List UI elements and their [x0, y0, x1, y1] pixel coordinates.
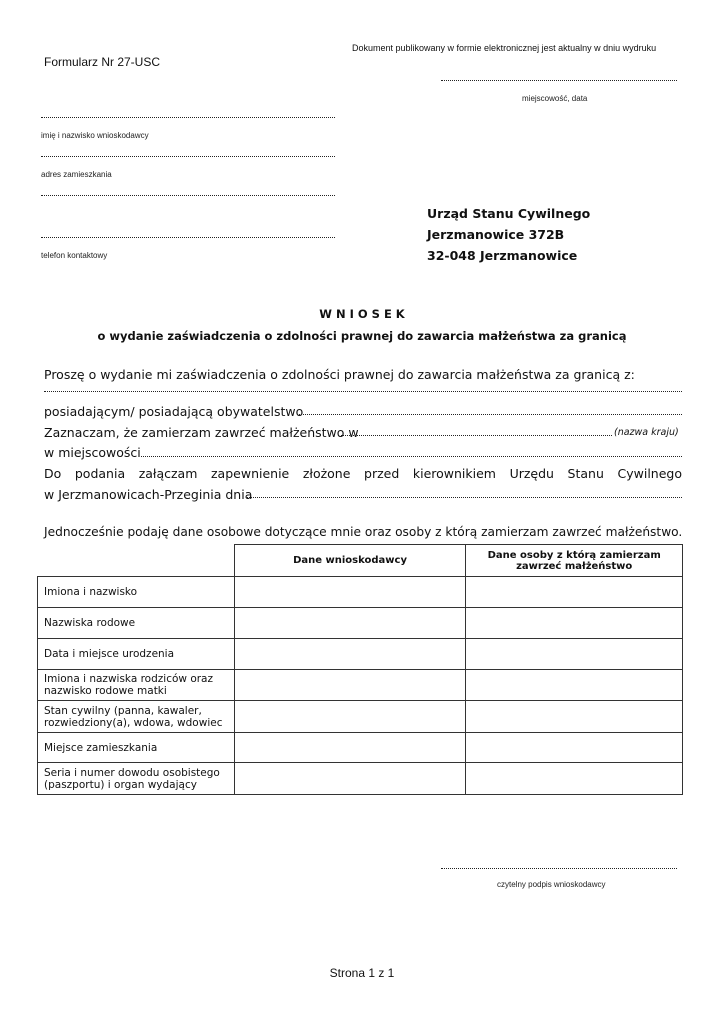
place-date-line[interactable] [441, 80, 677, 81]
attachment-text: Do podania załączam zapewnienie złożone przed kierownikiem Urzędu Stanu Cywilnego [44, 466, 682, 481]
empty-header-cell [38, 545, 235, 577]
row-label: Imiona i nazwisko [38, 577, 235, 608]
address-line[interactable] [41, 156, 335, 157]
intent-text: Zaznaczam, że zamierzam zawrzeć małżeństwo w [44, 425, 359, 440]
row-label: Data i miejsce urodzenia [38, 639, 235, 670]
table-row [38, 763, 683, 795]
partner-cell[interactable] [466, 608, 683, 639]
document-title: W N I O S E K [319, 307, 405, 321]
page-number: Strona 1 z 1 [329, 966, 395, 980]
table-row [38, 639, 683, 670]
applicant-column-header: Dane wnioskodawcy [234, 545, 466, 577]
office-name: Urząd Stanu Cywilnego [427, 206, 591, 221]
address-line-2[interactable] [41, 195, 335, 196]
applicant-cell[interactable] [234, 577, 466, 608]
table-row [38, 577, 683, 608]
table-header-row [38, 545, 683, 577]
citizenship-text: posiadającym/ posiadającą obywatelstwo [44, 404, 304, 419]
partner-column-header: Dane osoby z którą zamierzam zawrzeć małżeństwo [466, 545, 683, 577]
form-number: Formularz Nr 27-USC [44, 55, 161, 69]
partner-cell[interactable] [466, 639, 683, 670]
applicant-cell[interactable] [234, 608, 466, 639]
row-label: Seria i numer dowodu osobistego (paszportu) i organ wydający [38, 763, 235, 795]
applicant-cell[interactable] [234, 763, 466, 795]
publication-notice: Dokument publikowany w formie elektronicznej jest aktualny w dniu wydruku [352, 43, 657, 53]
office-street: Jerzmanowice 372B [427, 227, 565, 242]
place-date-label: miejscowość, data [522, 94, 588, 103]
applicant-cell[interactable] [234, 639, 466, 670]
country-hint: (nazwa kraju) [614, 427, 679, 438]
row-label: Imiona i nazwiska rodziców oraz nazwisko rodowe matki [38, 670, 235, 701]
table-row [38, 670, 683, 701]
partner-cell[interactable] [466, 763, 683, 795]
request-text: Proszę o wydanie mi zaświadczenia o zdolności prawnej do zawarcia małżeństwa za granicą z: [44, 367, 635, 382]
row-label: Nazwiska rodowe [38, 608, 235, 639]
partner-line[interactable] [44, 391, 682, 392]
attachment-date-line[interactable] [247, 497, 682, 498]
applicant-cell[interactable] [234, 670, 466, 701]
signature-line[interactable] [441, 868, 677, 869]
row-label: Stan cywilny (panna, kawaler, rozwiedziony(a), wdowa, wdowiec [38, 701, 235, 733]
applicant-cell[interactable] [234, 701, 466, 733]
country-line[interactable] [341, 435, 612, 436]
attachment-date-text: w Jerzmanowicach-Przeginia dnia [44, 487, 253, 502]
signature-label: czytelny podpis wnioskodawcy [497, 880, 606, 889]
place-line[interactable] [141, 456, 682, 457]
phone-label: telefon kontaktowy [41, 251, 108, 260]
applicant-name-label: imię i nazwisko wnioskodawcy [41, 131, 149, 140]
personal-data-intro: Jednocześnie podaję dane osobowe dotyczące mnie oraz osoby z którą zamierzam zawrzeć małżeństwo. [44, 525, 683, 539]
applicant-name-line[interactable] [41, 117, 335, 118]
personal-data-table [37, 544, 683, 795]
partner-cell[interactable] [466, 577, 683, 608]
table-row [38, 701, 683, 733]
partner-cell[interactable] [466, 670, 683, 701]
table-row [38, 608, 683, 639]
office-city: 32-048 Jerzmanowice [427, 248, 578, 263]
place-text: w miejscowości [44, 445, 141, 460]
partner-cell[interactable] [466, 701, 683, 733]
row-label: Miejsce zamieszkania [38, 733, 235, 763]
document-subtitle: o wydanie zaświadczenia o zdolności prawnej do zawarcia małżeństwa za granicą [97, 329, 627, 343]
table-row [38, 733, 683, 763]
address-label: adres zamieszkania [41, 170, 112, 179]
citizenship-line[interactable] [297, 414, 682, 415]
phone-line[interactable] [41, 237, 335, 238]
applicant-cell[interactable] [234, 733, 466, 763]
partner-cell[interactable] [466, 733, 683, 763]
